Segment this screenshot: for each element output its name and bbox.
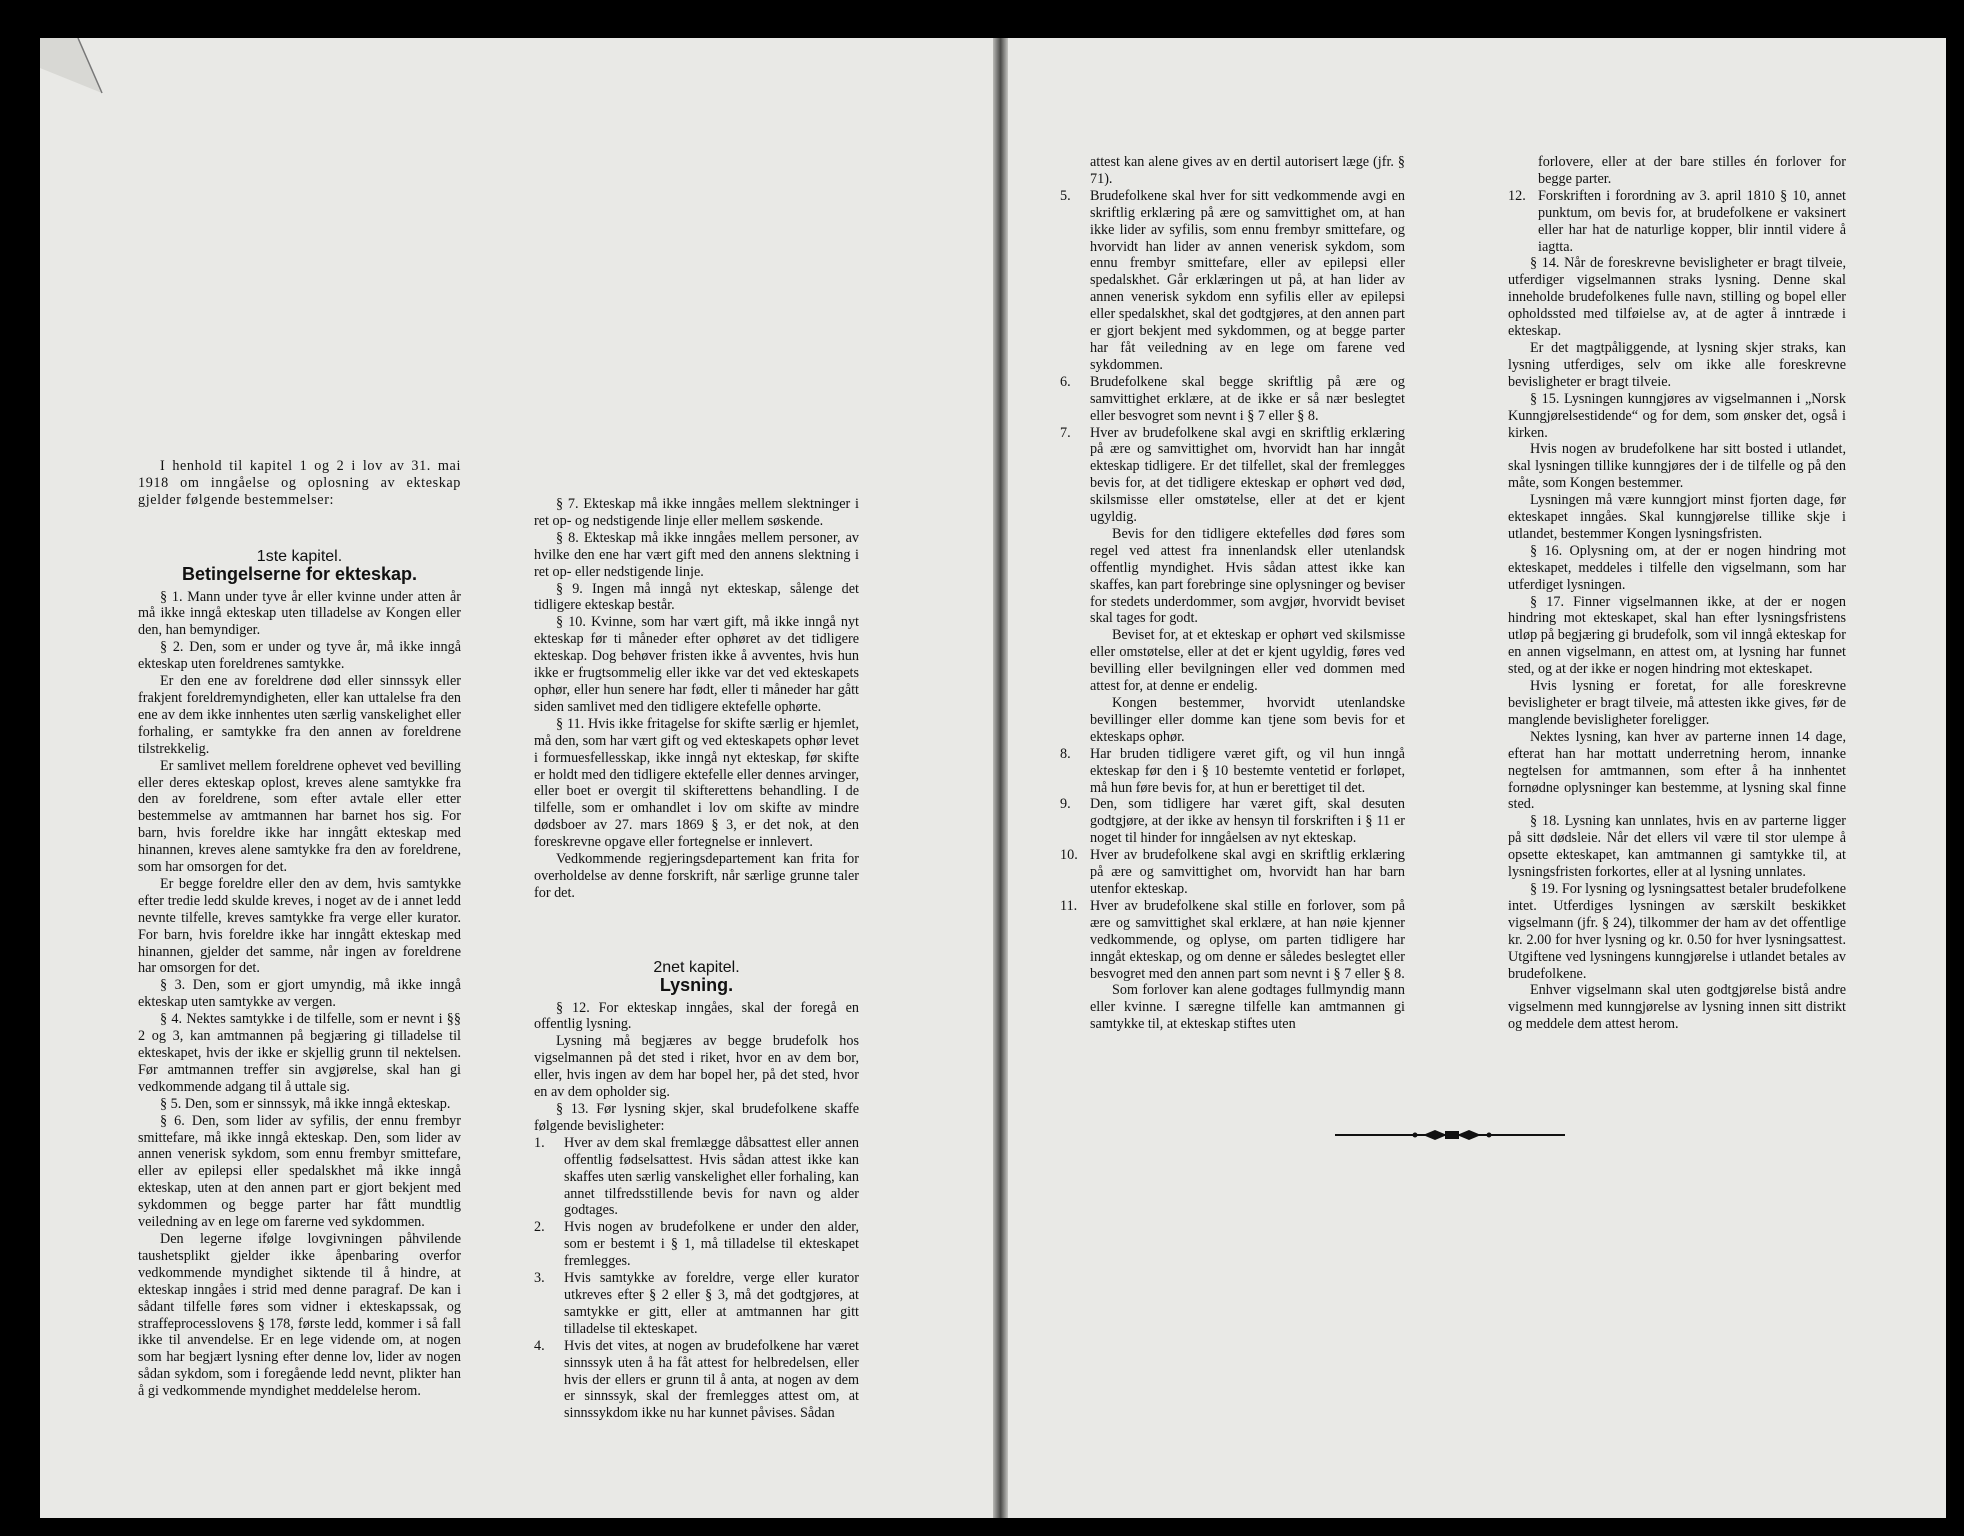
paragraph: § 18. Lysning kan unnlates, hvis en av parterne ligger på sitt dødsleie. Når det ellers vil være til stor ulempe å opsette ekteskapet, kan amtmannen gi samtykke til, at lysningsfristen forkortes, eller at al lysning unnlates. [1508, 813, 1846, 881]
paragraph: § 5. Den, som er sinnssyk, må ikke inngå ekteskap. [160, 1095, 451, 1112]
item-text: Hver av dem skal fremlægge dåbsattest eller annen offentlig fødselsattest. Hvis sådan attest ikke kan skaffes uten særlig vanskelighet eller forhaling, kan annet tilfredsstillende bevis for navn og alder godtages. [564, 1134, 859, 1219]
paragraph: Lysningen må være kunngjort minst fjorten dage, før ekteskapet inngåes. Skal kunngjørelse tillike skje i utlandet, bestemmer Kongen lysningsfristen. [1508, 492, 1846, 542]
right-page [1008, 38, 1946, 1518]
continued-text: forlovere, eller at der bare stilles én forlover for begge parter. [1538, 154, 1846, 187]
paragraph: § 2. Den, som er under og tyve år, må ikke inngå ekteskap uten foreldrenes samtykke. [138, 639, 461, 673]
left-page [40, 38, 995, 1518]
item-number: 6. [1060, 373, 1071, 390]
item-text: Hver av brudefolkene skal avgi en skriftlig erklæring på ære og samvittighet om, hvorvidt han har barn utenfor ekteskap. [1090, 847, 1405, 897]
item-number: 2. [534, 1219, 545, 1236]
list-item [1508, 188, 1846, 256]
item-number: 12. [1508, 187, 1526, 204]
paragraph: Hvis lysning er foretat, for alle foreskrevne bevisligheter er bragt tilveie, må attesten ikke gives, før de manglende bevisligheter foreligger. [1508, 678, 1846, 728]
list-item [534, 1338, 859, 1423]
paragraph: § 17. Finner vigselmannen ikke, at der er nogen hindring mot ekteskapet, skal han efter lysningsfristens utløp på begjæring gi brudefolk, som vil inngå ekteskap for en annen vigselmann, en attest om, at lysning har funnet sted, og at der ikke er nogen hindring mot ekteskapet. [1508, 593, 1846, 678]
paragraph: § 6. Den, som lider av syfilis, der ennu frembyr smittefare, må ikke inngå ekteskap. Den, som lider av annen venerisk sykdom, som ennu frembyr smittefare, eller av epilepsi eller spedalskhet må ikke inngå ekteskap, uten at den annen part er gjort bekjent med sykdommen og begge parter har fått mundtlig veiledning av en lege om farerne ved sykdommen. [138, 1112, 461, 1231]
item-text: Har bruden tidligere været gift, og vil hun inngå ekteskap før den i § 10 bestemte ventetid er forløpet, må hun føre bevis for, at hun er berettiget til det. [1090, 745, 1405, 796]
item-number: 10. [1060, 847, 1078, 864]
intro-text: I henhold til kapitel 1 og 2 i lov av 31. mai 1918 om inngåelse og oplosning av ekteskap gjelder følgende bestemmelser: [138, 458, 461, 508]
item-text: Forskriften i forordning av 3. april 1810 § 10, annet punktum, om bevis for, at brudefolkene er vaksinert eller har hat de naturlige kopper, blir inntil videre å iagtta. [1538, 187, 1846, 255]
paragraph: Enhver vigselmann skal uten godtgjørelse bistå andre vigselmenn med kunngjørelse av lysning innen sitt distrikt og meddele dem attest herom. [1508, 982, 1846, 1033]
item-number: 3. [534, 1270, 545, 1287]
item-number: 1. [534, 1134, 545, 1151]
paragraph: § 12. For ekteskap inngåes, skal der foregå en offentlig lysning. [534, 999, 859, 1033]
paragraph: § 1. Mann under tyve år eller kvinne under atten år må ikke inngå ekteskap uten tilladelse av Kongen eller den, han bemyndiger. [138, 588, 461, 639]
right-column-1 [1060, 154, 1405, 1033]
continued-text: attest kan alene gives av en dertil autorisert læge (jfr. § 71). [1090, 154, 1405, 187]
paragraph: § 13. Før lysning skjer, skal brudefolkene skaffe følgende bevisligheter: [534, 1101, 859, 1134]
paragraph: § 10. Kvinne, som har vært gift, må ikke inngå nyt ekteskap før ti måneder efter ophøret av det tidligere ekteskap. Dog behøver fristen ikke å avventes, hvis hun ikke er frugtsommelig eller ikke var det ved ekteskapets ophør, eller hun senere har født, eller ti måneder har gått siden samlivet med den tidligere ektefelle ophørte. [534, 614, 859, 715]
item-text: Hvis det vites, at nogen av brudefolkene har været sinnssyk uten å ha fåt attest for helbredelsen, eller hvis der ellers er grunn til å anta, at nogen av dem er sinnssyk, skal der fremlegges attest om, at sinnssykdom ikke nu har kunnet påvises. Sådan [564, 1337, 859, 1422]
paragraph: Nektes lysning, kan hver av parterne innen 14 dage, efterat han har mottatt underretning herom, innanke negtelsen for amtmannen, som efter å ha innhentet fornødne oplysninger kan bestemme, at lysning skal finne sted. [1508, 728, 1846, 813]
item-text: Den, som tidligere har været gift, skal desuten godtgjøre, at der ikke av hensyn til forskriften i § 11 er noget til hinder for inngåelsen av nyt ekteskap. [1090, 796, 1405, 847]
paragraph: Beviset for, at et ekteskap er ophørt ved skilsmisse eller omstøtelse, eller at det er kjent ugyldig, føres ved bevilling eller bevilgningen eller ved dommen med attest for, at denne er endelig. [1090, 627, 1405, 695]
ornament-rule-icon [1335, 1128, 1565, 1142]
folded-corner-icon [40, 38, 110, 108]
item-number: 8. [1060, 745, 1071, 762]
right-column-2 [1508, 154, 1846, 1033]
paragraph: Bevis for den tidligere ektefelles død føres som regel ved attest fra innenlandsk eller utenlandsk offentlig myndighet. Hvis sådan attest ikke kan skaffes, kan part forebringe sine oplysninger og beviser for stedets underdommer, som avgjør, hvorvidt beviset skal tages for godt. [1090, 525, 1405, 627]
left-column-1 [138, 458, 461, 1400]
paragraph: § 11. Hvis ikke fritagelse for skifte særlig er hjemlet, må den, som har vært gift og ved ekteskapets ophør levet i formuesfellesskap, ikke inngå nyt ekteskap, før skifte er holdt med den tidligere ektefelle eller dennes arvinger, eller boet er overgit til skifterettens behandling. I de tilfelle, som er omhandlet i lov om skifte av mindre dødsboer av 27. mars 1869 § 3, er det nok, at den foreskrevne opgave eller fortegnelse er innlevert. [534, 715, 859, 851]
paragraph: Er den ene av foreldrene død eller sinnssyk eller frakjent foreldremyndigheten, eller kan uttalelse fra den ene av dem ikke innhentes uten særlig vanskelighet eller forhaling, er samtykke fra den annen av foreldrene tilstrekkelig. [138, 673, 461, 757]
paragraph: Den legerne ifølge lovgivningen påhvilende taushetsplikt gjelder ikke åpenbaring overfor vedkommende myndighet siktende til å hindre, at ekteskap inngåes i strid med denne paragraf. De kan i sådant tilfelle føres som vidner i ekteskapssak, og straffeprocesslovens § 178, første ledd, kommer i så fall ikke til anvendelse. Er en lege vidende om, at nogen som har begjært lysning efter denne lov, lider av nogen sådan sykdom, som i foregående ledd nevnt, plikter han å gi vedkommende myndighet meddelelse herom. [138, 1230, 461, 1400]
paragraph: Kongen bestemmer, hvorvidt utenlandske bevillinger eller domme kan tjene som bevis for et ekteskaps ophør. [1090, 695, 1405, 745]
paragraph: § 3. Den, som er gjort umyndig, må ikke inngå ekteskap uten samtykke av vergen. [138, 977, 461, 1011]
list-item [1060, 796, 1405, 847]
book-spine [993, 38, 1008, 1518]
list-item [1060, 898, 1405, 983]
chapter-1-title: Betingelserne for ekteskap. [181, 563, 418, 584]
paragraph: Vedkommende regjeringsdepartement kan frita for overholdelse av denne forskrift, når særlige grunne taler for det. [534, 851, 859, 901]
list-item [534, 1270, 859, 1338]
paragraph: Lysning må begjæres av begge brudefolk hos vigselmannen på det sted i riket, hvor en av dem bor, eller, hvis ingen av dem har bopel her, på det sted, hvor en av dem opholder sig. [534, 1033, 859, 1101]
paragraph: Er begge foreldre eller den av dem, hvis samtykke efter tredie ledd skulde kreves, i noget av de i annet ledd nevnte tilfelle, kreves samtykke fra verge eller kurator. For barn, hvis foreldre ikke har inngått ekteskap med hinannen, gjelder det samme, når ingen av foreldrene har omsorgen for det. [138, 875, 461, 977]
paragraph: Som forlover kan alene godtages fullmyndig mann eller kvinne. I særegne tilfelle kan amtmannen gi samtykke til, at ekteskap stiftes uten [1090, 982, 1405, 1033]
list-item [1060, 425, 1405, 526]
item-number: 11. [1060, 897, 1078, 914]
item-number: 7. [1060, 424, 1071, 441]
list-item [1060, 188, 1405, 374]
chapter-2-heading: 2net kapitel. [653, 958, 740, 976]
paragraph: § 9. Ingen må inngå nyt ekteskap, sålenge det tidligere ekteskap består. [534, 580, 859, 614]
left-column-2 [534, 496, 859, 1422]
list-item [1060, 374, 1405, 425]
paragraph: § 16. Oplysning om, at der er nogen hindring mot ekteskapet, meddeles i tilfelle den vigselmann, som har utferdiget lysningen. [1508, 542, 1846, 593]
item-text: Brudefolkene skal hver for sitt vedkommende avgi en skriftlig erklæring på ære og samvittighet om, at han ikke lider av syfilis, som ennu frembyr smittefare, og hvorvidt han lider av annen venerisk sykdom, som ennu frembyr smittefare, eller av epilepsi eller spedalskhet. Går erklæringen ut på, at han lider av annen venerisk sykdom enn syfilis eller av epilepsi eller spedalskhet, skal det godtgjøres, at den annen part er gjort bekjent med sykdommen, og at begge parter har fåt veiledning av en lege om farene ved sykdommen. [1090, 187, 1405, 373]
paragraph: § 19. For lysning og lysningsattest betaler brudefolkene intet. Utferdiges lysningen av særskilt beskikket vigselmann (jfr. § 24), tilkommer der ham av det offentlige kr. 2.00 for hver lysning og kr. 0.50 for hver lysningsattest. Utgiftene ved lysningens kunngjørelse i utlandet betales av brudefolkene. [1508, 880, 1847, 982]
paragraph: Er samlivet mellem foreldrene ophevet ved bevilling eller deres ekteskap oplost, kreves alene samtykke fra den av foreldrene, som efter avtale eller etter bestemmelse av amtmannen har barnet hos sig. For barn, hvis foreldre ikke har inngått ekteskap med hinannen, kreves alene samtykke fra den av foreldrene, som har omsorgen for det. [138, 757, 461, 876]
item-number: 5. [1060, 187, 1071, 204]
paragraph: § 8. Ekteskap må ikke inngåes mellem personer, av hvilke den ene har vært gift med den annens slektning i ret op- eller nedstigende linje. [534, 529, 859, 580]
paragraph: § 4. Nektes samtykke i de tilfelle, som er nevnt i §§ 2 og 3, kan amtmannen på begjæring gi tilladelse til ekteskapet, hvis der ikke er skjellig grunn til nektelsen. Før amtmannen treffer sin avgjørelse, skal han gi vedkommende adgang til å uttale sig. [138, 1011, 461, 1095]
paragraph: § 14. Når de foreskrevne bevisligheter er bragt tilveie, utferdiger vigselmannen straks lysning. Denne skal inneholde brudefolkenes fulle navn, stilling og bopel eller opholdssted med tilføielse av, at de agter å inntræde i ekteskap. [1508, 255, 1846, 340]
item-text: Hvis samtykke av foreldre, verge eller kurator utkreves efter § 2 eller § 3, må det godtgjøres, at samtykke er gitt, eller at amtmannen har gitt tilladelse til ekteskapet. [564, 1270, 859, 1337]
paragraph: § 15. Lysningen kunngjøres av vigselmannen i „Norsk Kunngjørelsestidende“ og for dem, som ønsker det, også i kirken. [1508, 390, 1846, 441]
item-text: Brudefolkene skal begge skriftlig på ære og samvittighet erklære, at de ikke er så nær beslegtet eller besvogret som nevnt i § 7 eller § 8. [1090, 373, 1405, 424]
list-item [1060, 847, 1405, 898]
item-text: Hvis nogen av brudefolkene er under den alder, som er bestemt i § 1, må tilladelse til ekteskapet fremlegges. [564, 1219, 859, 1270]
paragraph: § 7. Ekteskap må ikke inngåes mellem slektninger i ret op- og nedstigende linje eller mellem søskende. [534, 496, 859, 529]
list-item [1060, 746, 1405, 797]
item-number: 4. [534, 1337, 545, 1354]
list-item [534, 1219, 859, 1270]
chapter-1-heading: 1ste kapitel. [256, 547, 343, 565]
list-item [534, 1135, 859, 1220]
item-text: Hver av brudefolkene skal stille en forlover, som på ære og samvittighet skal erklære, at han nøie kjenner vedkommende, og oplyse, om parten tidligere har inngåt ekteskap, og om denne er således beslegtet eller besvogret med den annen part som nevnt i § 7 eller § 8. [1090, 897, 1405, 982]
paragraph: Hvis nogen av brudefolkene har sitt bosted i utlandet, skal lysningen tillike kunngjøres der i de tilfelle og på den måte, som Kongen bestemmer. [1508, 441, 1846, 492]
chapter-2-title: Lysning. [659, 974, 734, 995]
item-text: Hver av brudefolkene skal avgi en skriftlig erklæring på ære og samvittighet om, hvorvidt han har inngåt ekteskap tidligere. Er det tilfellet, skal der fremlegges bevis for, at det tidligere ekteskap er ophørt ved død, skilsmisse eller omstøtelse, eller at det er kjent ugyldig. [1090, 424, 1405, 526]
paragraph: Er det magtpåliggende, at lysning skjer straks, kan lysning utferdiges, selv om ikke alle foreskrevne bevisligheter er bragt tilveie. [1508, 339, 1846, 390]
item-number: 9. [1060, 796, 1071, 813]
